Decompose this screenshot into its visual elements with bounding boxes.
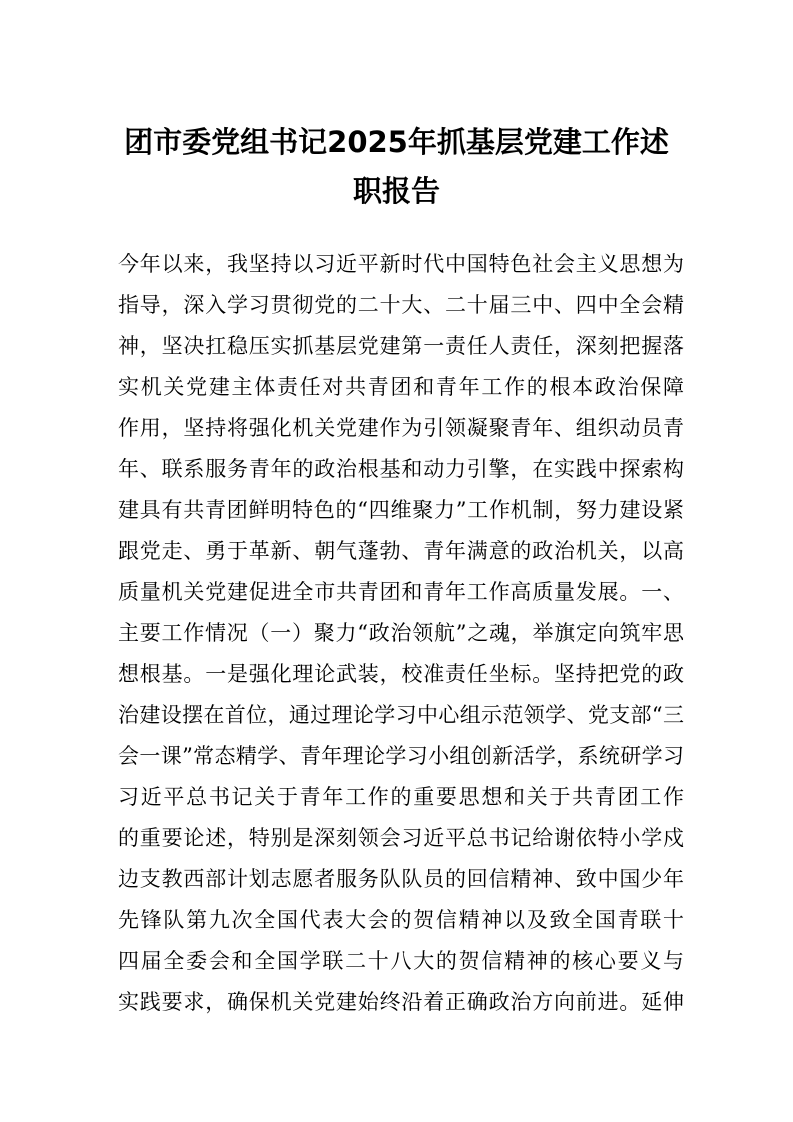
body-text-line: 的重要论述，特别是深刻领会习近平总书记给谢依特小学戍 [118,826,684,850]
body-text-line: 先锋队第九次全国代表大会的贺信精神以及致全国青联十 [118,908,684,932]
document-title [100,118,693,216]
body-text-line: 质量机关党建促进全市共青团和青年工作高质量发展。一、 [118,580,684,604]
body-text-line: 跟党走、勇于革新、朝气蓬勃、青年满意的政治机关，以高 [118,539,684,563]
body-text-line: 想根基。一是强化理论武装，校准责任坐标。坚持把党的政 [118,662,684,686]
body-text-line: 四届全委会和全国学联二十八大的贺信精神的核心要义与 [118,949,684,973]
body-text-line: 习近平总书记关于青年工作的重要思想和关于共青团工作 [118,785,684,809]
body-text-line: 建具有共青团鲜明特色的“四维聚力”工作机制，努力建设紧 [118,498,684,522]
body-text-line: 作用，坚持将强化机关党建作为引领凝聚青年、组织动员青 [118,416,684,440]
body-text-line: 主要工作情况（一）聚力“政治领航”之魂，举旗定向筑牢思 [118,621,684,645]
document-body [118,244,684,1023]
body-text-line: 神，坚决扛稳压实抓基层党建第一责任人责任，深刻把握落 [118,334,684,358]
body-text-line: 会一课”常态精学、青年理论学习小组创新活学，系统研学习 [118,744,684,768]
body-text-line: 实机关党建主体责任对共青团和青年工作的根本政治保障 [118,375,684,399]
title-line: 职报告 [352,174,440,208]
body-text-line: 边支教西部计划志愿者服务队队员的回信精神、致中国少年 [118,867,684,891]
body-text-line: 实践要求，确保机关党建始终沿着正确政治方向前进。延伸 [118,990,684,1014]
body-text-line: 治建设摆在首位，通过理论学习中心组示范领学、党支部“三 [118,703,684,727]
body-text-line: 指导，深入学习贯彻党的二十大、二十届三中、四中全会精 [118,293,684,317]
body-text-line: 年、联系服务青年的政治根基和动力引擎，在实践中探索构 [118,457,684,481]
body-text-line: 今年以来，我坚持以习近平新时代中国特色社会主义思想为 [118,252,684,276]
title-line: 团市委党组书记2025年抓基层党建工作述 [124,125,669,159]
